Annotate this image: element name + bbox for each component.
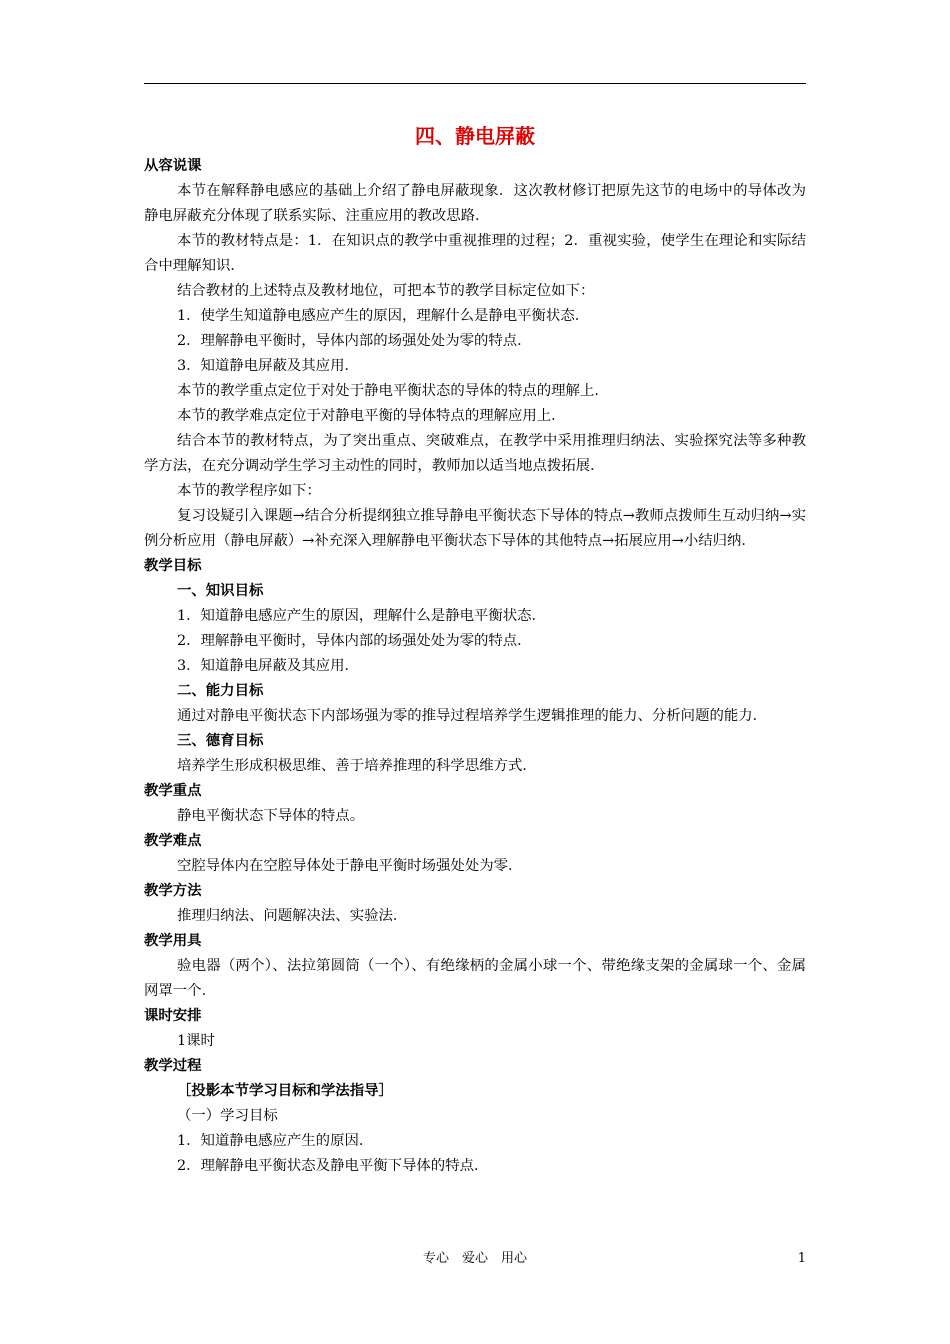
paragraph-features: 本节的教材特点是：1．在知识点的教学中重视推理的过程；2．重视实验，使学生在理论和实际结合中理解知识．	[144, 233, 806, 274]
list-item: 3．知道静电屏蔽及其应用．	[177, 658, 359, 674]
list-item: 2．理解静电平衡时，导体内部的场强处处为零的特点．	[177, 633, 532, 649]
heading-schedule: 课时安排	[144, 1008, 202, 1024]
paragraph-difficulty-text: 空腔导体内在空腔导体处于静电平衡时场强处处为零．	[177, 858, 523, 874]
subsection-label: （一）学习目标	[177, 1108, 278, 1124]
subheading-moral-goals: 三、德育目标	[177, 733, 264, 749]
paragraph-ability: 通过对静电平衡状态下内部场强为零的推导过程培养学生逻辑推理的能力、分析问题的能力．	[177, 708, 768, 724]
paragraph-moral: 培养学生形成积极思维、善于培养推理的科学思维方式．	[177, 758, 537, 774]
heading-process: 教学过程	[144, 1058, 202, 1074]
paragraph-procedure: 复习设疑引入课题→结合分析提纲独立推导静电平衡状态下导体的特点→教师点拨师生互动归纳→实例分析应用（静电屏蔽）→补充深入理解静电平衡状态下导体的其他特点→拓展应用→小结归纳．	[144, 508, 806, 549]
paragraph-key-point-text: 静电平衡状态下导体的特点。	[177, 808, 365, 824]
projection-note: ［投影本节学习目标和学法指导］	[177, 1083, 393, 1099]
list-item: 2．理解静电平衡时，导体内部的场强处处为零的特点．	[177, 333, 532, 349]
list-item: 1．知道静电感应产生的原因．	[177, 1133, 374, 1149]
paragraph-methods-text: 推理归纳法、问题解决法、实验法．	[177, 908, 408, 924]
list-item: 1．使学生知道静电感应产生的原因，理解什么是静电平衡状态．	[177, 308, 590, 324]
page-footer	[144, 1249, 806, 1269]
header-rule	[144, 83, 806, 84]
paragraph-methods: 结合本节的教材特点，为了突出重点、突破难点，在教学中采用推理归纳法、实验探究法等多种教学方法，在充分调动学生学习主动性的同时，教师加以适当地点拨拓展．	[144, 433, 806, 474]
heading-methods: 教学方法	[144, 883, 202, 899]
paragraph-goal-intro: 结合教材的上述特点及教材地位，可把本节的教学目标定位如下：	[177, 283, 595, 299]
paragraph-key-point: 本节的教学重点定位于对处于静电平衡状态的导体的特点的理解上．	[177, 383, 609, 399]
paragraph-schedule-text: 1课时	[177, 1033, 215, 1049]
heading-cong-rong-shuo-ke: 从容说课	[144, 158, 202, 174]
page-title: 四、静电屏蔽	[415, 124, 535, 148]
footer-motto: 专心 爱心 用心	[422, 1251, 527, 1266]
subheading-knowledge-goals: 一、知识目标	[177, 583, 264, 599]
paragraph-equipment-text: 验电器（两个）、法拉第圆筒（一个）、有绝缘柄的金属小球一个、带绝缘支架的金属球一个、金属网罩一个．	[144, 958, 806, 999]
list-item: 1．知道静电感应产生的原因，理解什么是静电平衡状态．	[177, 608, 546, 624]
paragraph-difficulty: 本节的教学难点定位于对静电平衡的导体特点的理解应用上．	[177, 408, 566, 424]
page-number: 1	[797, 1251, 806, 1266]
heading-key-point: 教学重点	[144, 783, 202, 799]
list-item: 3．知道静电屏蔽及其应用．	[177, 358, 359, 374]
paragraph-procedure-intro: 本节的教学程序如下：	[177, 483, 321, 499]
heading-difficulty: 教学难点	[144, 833, 202, 849]
list-item: 2．理解静电平衡状态及静电平衡下导体的特点．	[177, 1158, 489, 1174]
heading-teaching-goals: 教学目标	[144, 558, 202, 574]
heading-equipment: 教学用具	[144, 933, 202, 949]
document-body	[144, 121, 806, 1179]
paragraph-intro: 本节在解释静电感应的基础上介绍了静电屏蔽现象．这次教材修订把原先这节的电场中的导体改为静电屏蔽充分体现了联系实际、注重应用的教改思路．	[144, 183, 806, 224]
subheading-ability-goals: 二、能力目标	[177, 683, 264, 699]
